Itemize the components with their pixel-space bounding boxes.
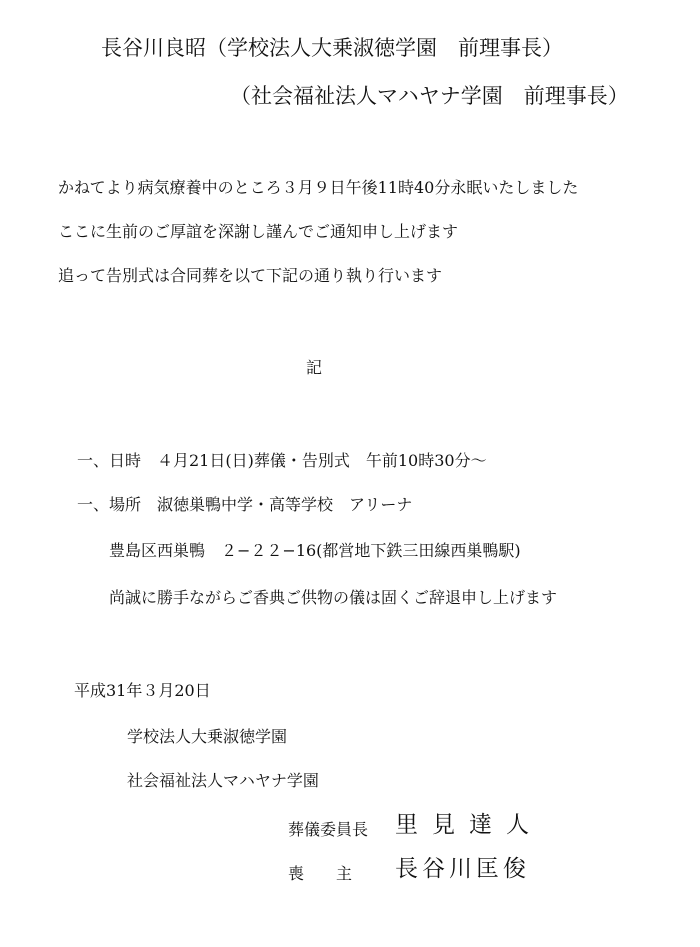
signatory-name-1: 里見達人 (395, 812, 543, 838)
message-line-3: 追って告別式は合同葬を以て下記の通り執り行います (58, 266, 443, 285)
header-line-1: 長谷川良昭（学校法人大乗淑徳学園 前理事長） (101, 36, 563, 60)
message-line-2: ここに生前のご厚誼を深謝し謹んでご通知申し上げます (58, 222, 459, 241)
org-name-2: 社会福祉法人マハヤナ学園 (127, 771, 319, 790)
detail-datetime: 一、日時 ４月21日(日)葬儀・告別式 午前10時30分～ (77, 451, 487, 470)
detail-place: 一、場所 淑徳巣鴨中学・高等学校 アリーナ (77, 495, 413, 514)
detail-address: 豊島区西巣鴨 ２−２２−16(都営地下鉄三田線西巣鴨駅) (109, 541, 521, 560)
org-name-1: 学校法人大乗淑徳学園 (127, 727, 288, 746)
ki-heading: 記 (306, 358, 323, 377)
header-line-2: （社会福祉法人マハヤナ学園 前理事長） (230, 84, 629, 108)
signatory-role-2: 喪 主 (288, 864, 353, 883)
detail-note: 尚誠に勝手ながらご香典ご供物の儀は固くご辞退申し上げます (109, 588, 558, 607)
signatory-role-1: 葬儀委員長 (288, 820, 369, 839)
signatory-name-2: 長谷川匡俊 (395, 856, 530, 882)
notice-date: 平成31年３月20日 (74, 681, 211, 700)
message-line-1: かねてより病気療養中のところ３月９日午後11時40分永眠いたしました (58, 178, 579, 197)
